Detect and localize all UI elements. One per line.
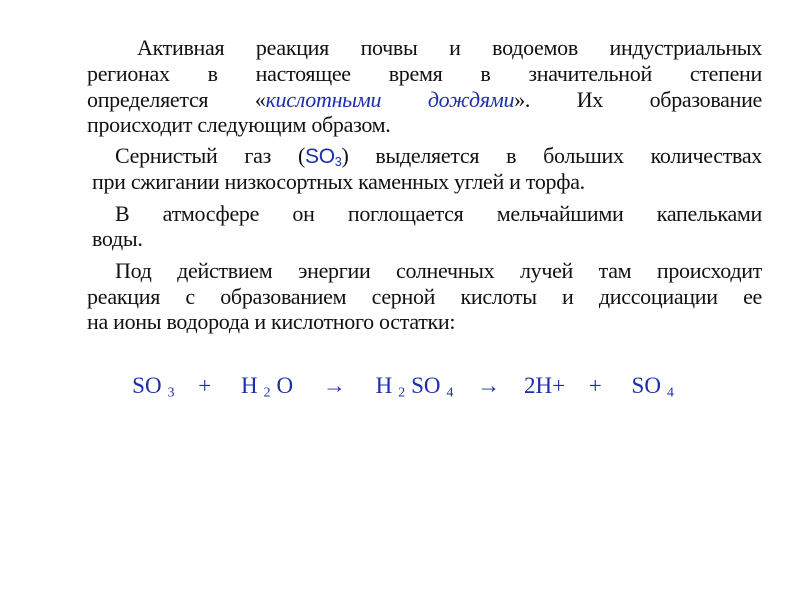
text-segment: Сернистый газ ( bbox=[115, 143, 305, 168]
formula-text: SO bbox=[304, 145, 335, 168]
text-line: Активная реакция почвы и водоемов индустриальных bbox=[137, 35, 762, 60]
plus-sign: + bbox=[588, 373, 602, 398]
text-line: происходит следующим образом. bbox=[87, 112, 391, 137]
arrow-icon: → bbox=[322, 373, 346, 398]
term-text: SO bbox=[132, 373, 162, 398]
term-subscript: 4 bbox=[446, 384, 454, 400]
term-text: SO bbox=[631, 373, 661, 398]
arrow-icon: → bbox=[477, 373, 501, 398]
chemical-equation bbox=[0, 373, 800, 399]
text-line: регионах в настоящее время в значительной степени bbox=[87, 61, 762, 86]
text-line bbox=[87, 87, 762, 113]
term-text: SO bbox=[411, 373, 441, 398]
text-segment: определяется « bbox=[87, 87, 266, 112]
term-h2o bbox=[235, 373, 299, 398]
plus-sign: + bbox=[198, 373, 212, 398]
term-subscript: 2 bbox=[398, 384, 406, 400]
formula-so3 bbox=[305, 145, 341, 168]
term-subscript: 4 bbox=[666, 384, 674, 400]
text-line bbox=[87, 143, 762, 170]
text-line: реакция с образованием серной кислоты и диссоциации ее bbox=[87, 284, 762, 309]
term-subscript: 3 bbox=[167, 384, 175, 400]
text-line: на ионы водорода и кислотного остатки: bbox=[87, 309, 456, 334]
text-segment: ». Их образование bbox=[514, 87, 763, 112]
term-2h: 2H+ bbox=[523, 373, 566, 398]
term-subscript: 2 bbox=[263, 384, 271, 400]
term-text: H bbox=[375, 373, 393, 398]
text-segment: ) выделяется в больших количествах bbox=[341, 143, 762, 168]
text-line: Под действием энергии солнечных лучей там происходит bbox=[115, 258, 762, 283]
term-h2so4 bbox=[370, 373, 454, 398]
emphasis-acid-rain: кислотными дождями bbox=[265, 87, 515, 112]
term-so4 bbox=[626, 373, 674, 398]
term-so3 bbox=[126, 373, 174, 398]
text-line: В атмосфере он поглощается мельчайшими капельками bbox=[115, 201, 762, 226]
formula-subscript: 3 bbox=[334, 155, 342, 170]
term-text: H bbox=[240, 373, 258, 398]
text-line: при сжигании низкосортных каменных углей и торфа. bbox=[92, 169, 585, 194]
text-line: воды. bbox=[92, 226, 143, 251]
term-text: O bbox=[276, 373, 294, 398]
